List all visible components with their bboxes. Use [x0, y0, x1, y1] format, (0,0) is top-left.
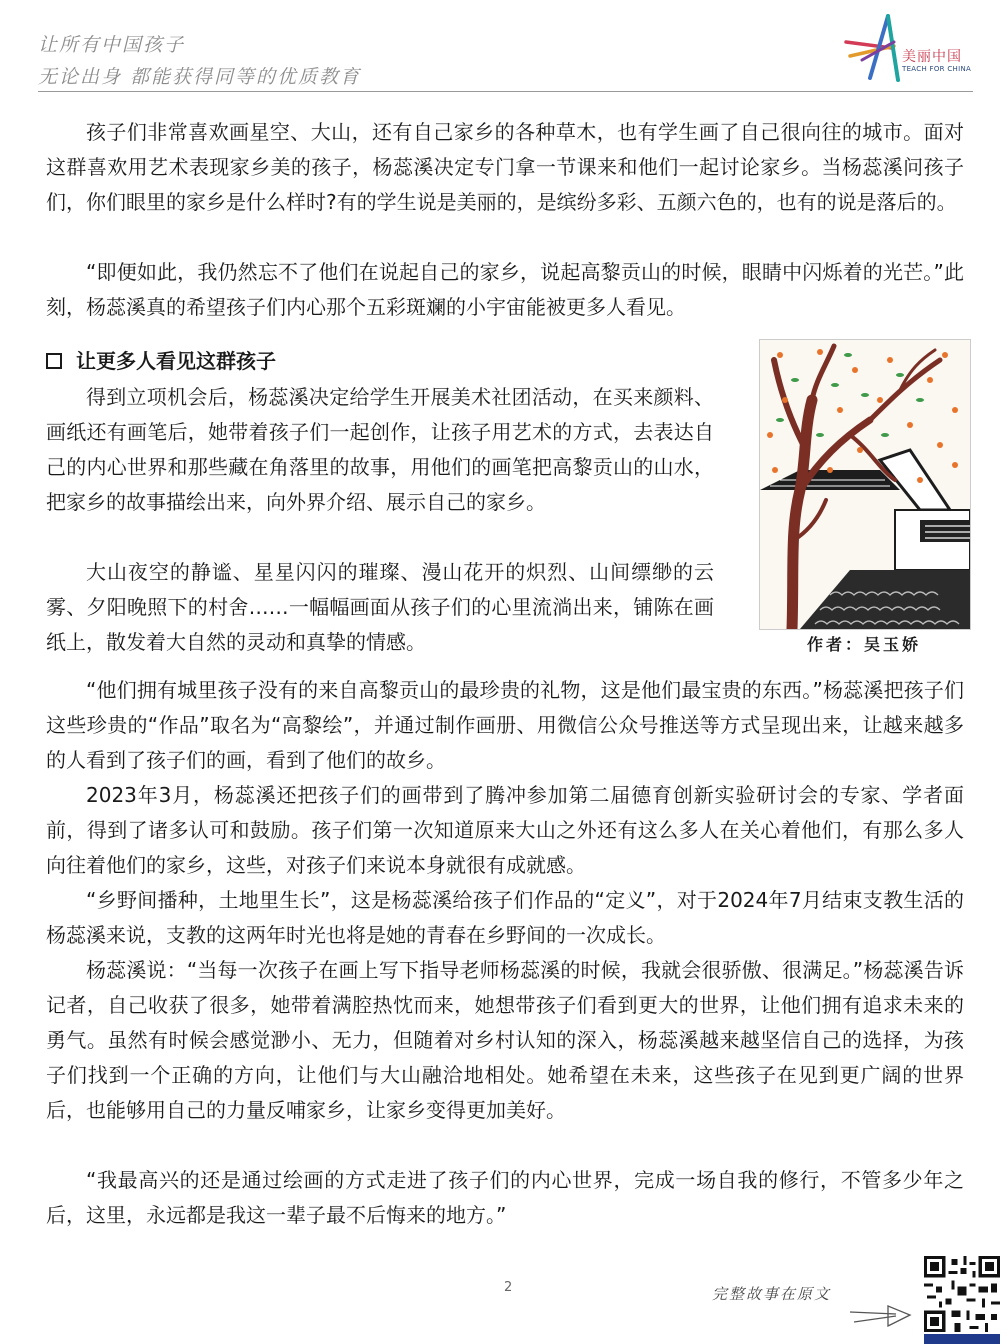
- section-heading-text: 让更多人看见这群孩子: [76, 349, 276, 373]
- painting-image: [759, 339, 971, 630]
- arrow-right-icon: [848, 1300, 914, 1330]
- paragraph-3: 得到立项机会后，杨蕊溪决定给学生开展美术社团活动，在买来颜料、画纸还有画笔后，她带着孩子们一起创作，让孩子用艺术的方式，去表达自己的内心世界和那些藏在角落里的故事，用他们的画笔把高黎贡山的山水，把家乡的故事描绘出来，向外界介绍、展示自己的家乡。: [46, 385, 714, 514]
- header-slogan-line1: 让所有中国孩子: [38, 34, 186, 56]
- qr-code-image[interactable]: [924, 1256, 1000, 1332]
- paragraph-1: 孩子们非常喜欢画星空、大山，还有自己家乡的各种草木，也有学生画了自己很向往的城市。面对这群喜欢用艺术表现家乡美的孩子，杨蕊溪决定专门拿一节课来和他们一起讨论家乡。当杨蕊溪问孩子们，你们眼里的家乡是什么样时?有的学生说是美丽的，是缤纷多彩、五颜六色的，也有的说是落后的。: [46, 120, 964, 214]
- paragraph-8: 杨蕊溪说：“当每一次孩子在画上写下指导老师杨蕊溪的时候，我就会很骄傲、很满足。”杨蕊溪告诉记者，自己收获了很多，她带着满腔热忱而来，她想带孩子们看到更大的世界，让他们拥有追求未来的勇气。虽然有时候会感觉渺小、无力，但随着对乡村认知的深入，杨蕊溪越来越坚信自己的选择，为孩子们找到一个正确的方向，让他们与大山融洽地相处。她希望在未来，这些孩子在见到更广阔的世界后，也能够用自己的力量反哺家乡，让家乡变得更加美好。: [46, 958, 964, 1122]
- paragraph-5: “他们拥有城里孩子没有的来自高黎贡山的最珍贵的礼物，这是他们最宝贵的东西。”杨蕊溪把孩子们这些珍贵的“作品”取名为“高黎绘”，并通过制作画册、用微信公众号推送等方式呈现出来，让越来越多的人看到了孩子们的画，看到了他们的故乡。: [46, 678, 964, 772]
- footer-note: 完整故事在原文: [712, 1285, 832, 1303]
- logo-subtext: TEACH FOR CHINA: [902, 65, 972, 73]
- header-slogan-line2: 无论出身 都能获得同等的优质教育: [38, 66, 362, 88]
- painting-caption: 作者：吴玉娇: [806, 635, 921, 654]
- paragraph-2: “即便如此，我仍然忘不了他们在说起自己的家乡，说起高黎贡山的时候，眼睛中闪烁着的光芒。”此刻，杨蕊溪真的希望孩子们内心那个五彩斑斓的小宇宙能被更多人看见。: [46, 260, 964, 319]
- page-number: 2: [504, 1280, 513, 1295]
- qr-bar: [924, 1334, 1000, 1344]
- paragraph-4: 大山夜空的静谧、星星闪闪的璀璨、漫山花开的炽烈、山间缥缈的云雾、夕阳晚照下的村舍……一幅幅画面从孩子们的心里流淌出来，铺陈在画纸上，散发着大自然的灵动和真挚的情感。: [46, 560, 714, 654]
- section-heading: [46, 346, 276, 376]
- logo-text: 美丽中国: [902, 49, 962, 65]
- paragraph-9: “我最高兴的还是通过绘画的方式走进了孩子们的内心世界，完成一场自我的修行，不管多少年之后，这里，永远都是我这一辈子最不后悔来的地方。”: [46, 1168, 964, 1227]
- paragraph-7: “乡野间播种，土地里生长”，这是杨蕊溪给孩子们作品的“定义”，对于2024年7月结束支教生活的杨蕊溪来说，支教的这两年时光也将是她的青春在乡野间的一次成长。: [46, 888, 964, 947]
- square-bullet-icon: [46, 353, 62, 369]
- paragraph-6: 2023年3月，杨蕊溪还把孩子们的画带到了腾冲参加第二届德育创新实验研讨会的专家、学者面前，得到了诸多认可和鼓励。孩子们第一次知道原来大山之外还有这么多人在关心着他们，有那么多人向往着他们的家乡，这些，对孩子们来说本身就很有成就感。: [46, 783, 964, 877]
- header-divider: [38, 91, 973, 92]
